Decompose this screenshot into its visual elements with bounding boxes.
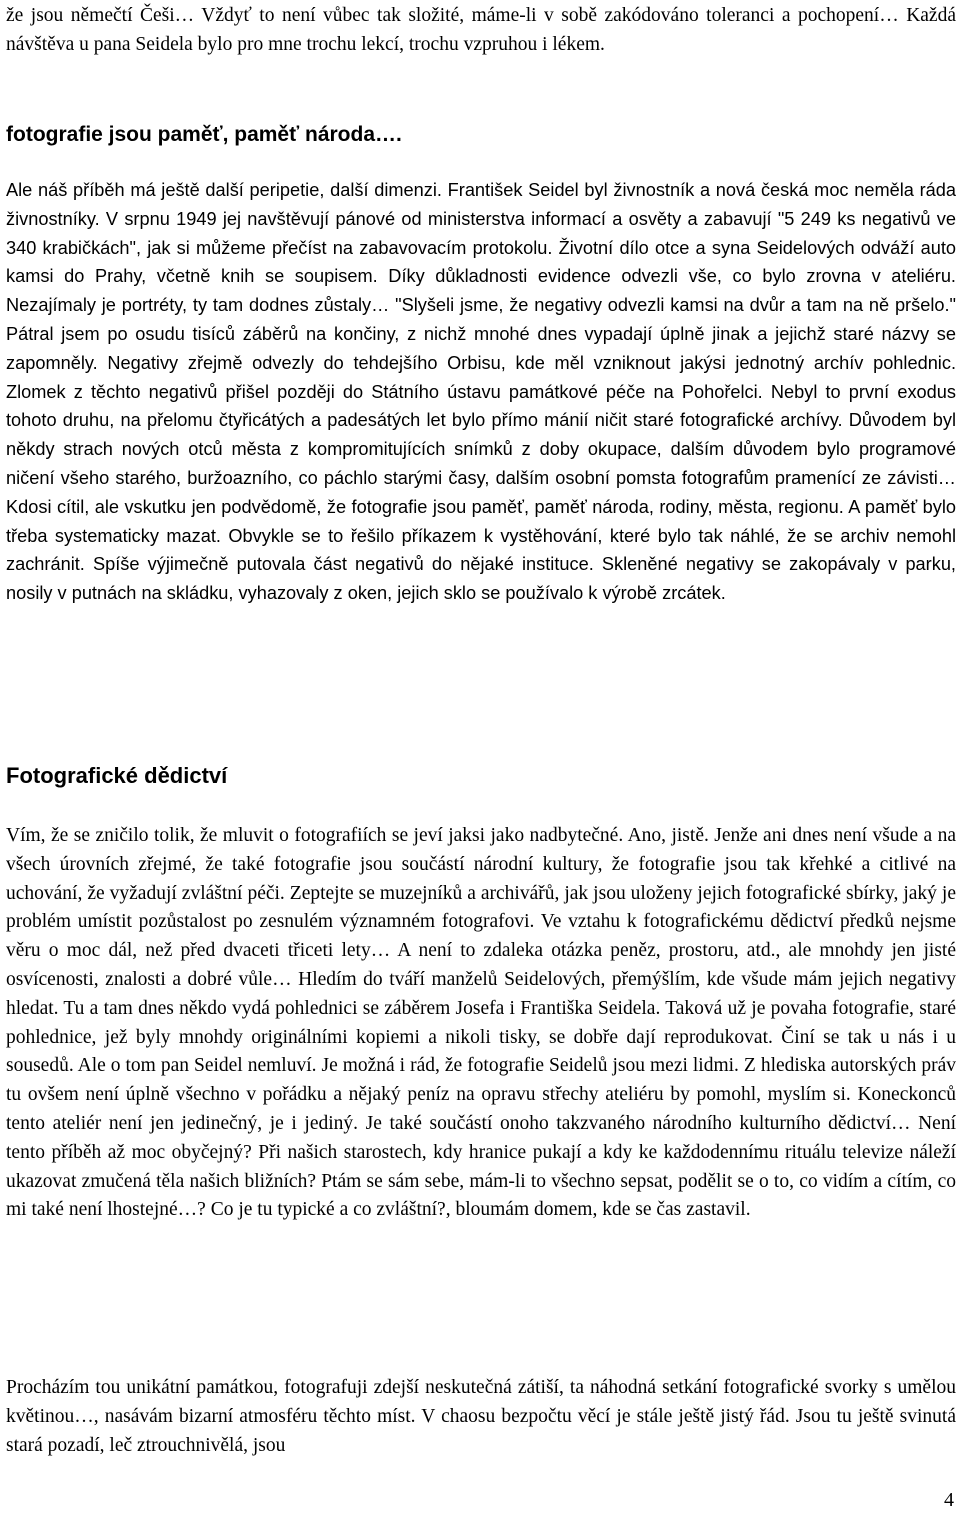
legacy-section-heading: Fotografické dědictví: [6, 763, 228, 788]
legacy-paragraph: Vím, že se zničilo tolik, že mluvit o fotografiích se jeví jaksi jako nadbytečné. Ano, jistě. Jenže ani dnes není všude a na všech úrovních zřejmé, že také fotografie jsou součástí národní kultury, že fotografie jsou tak křehké a citlivé na uchování, že vyžadují zvláštní péči. Zeptejte se muzejníků a archivářů, jak jsou uloženy jejich fotografické sbírky, jaký je problém umístit pozůstalost po zesnulém významném fotografovi. Ve vztahu k fotografickému dědictví předků nejsme věru o moc dál, než před dvaceti třiceti lety… A není to zdaleka otázka peněz, prostoru, atd., ale mnohdy jen jisté osvícenosti, znalosti a dobré vůle… Hledím do tváří manželů Seidelových, přemýšlím, kde všude mám jejich negativy hledat. Tu a tam dnes někdo vydá pohlednici se záběrem Josefa i Františka Seidela. Taková už je povaha fotografie, staré pohlednice, jež byly mnohdy originálními kopiemi a nikoli tisky, se dobře dají reprodukovat. Činí se tak u nás i u sousedů. Ale o tom pan Seidel nemluví. Je možná i rád, že fotografie Seidelů jsou mezi lidmi. Z hlediska autorských práv tu ovšem není úplně všechno v pořádku a nějaký peníz na opravu střechy ateliéru by pomohl, myslím si. Koneckonců tento ateliér není jen jedinečný, je i jediný. Je také součástí onoho takzvaného národního kulturního dědictví… Není tento příběh až moc obyčejný? Při našich starostech, kdy hranice pukají a kdy ke každodennímu rituálu televize náleží ukazovat zmučená těla našich bližních? Ptám se sám sebe, mám-li to všechno sepsat, podělit se o to, co vidím a cítím, co mi také není lhostejné…? Co je tu typické a co zvláštní?, bloumám domem, kde se čas zastavil.: [6, 825, 956, 1221]
history-paragraph: Ale náš příběh má ještě další peripetie, další dimenzi. František Seidel byl živnostník a nová česká moc neměla ráda živnostníky. V srpnu 1949 jej navštěvují pánové od ministerstva informací a osvěty a zabavují "5 249 ks negativů ve 340 krabičkách", jak si můžeme přečíst na zabavovacím protokolu. Životní dílo otce a syna Seidelových odváží auto kamsi do Prahy, včetně knih se soupisem. Díky důkladnosti evidence odvezli vše, co bylo zrovna v ateliéru. Nezajímaly je portréty, ty tam dodnes zůstaly… "Slyšeli jsme, že negativy odvezli kamsi na dvůr a tam na ně pršelo." Pátral jsem po osudu tisíců záběrů na končiny, z nichž mnohé dnes vypadají úplně jinak a jejichž staré názvy se zapomněly. Negativy zřejmě odvezly do tehdejšího Orbisu, kde měl vzniknout jakýsi jednotný archív pohlednic. Zlomek z těchto negativů přišel později do Státního ústavu památkové péče na Pohořelci. Nebyl to první exodus tohoto druhu, na přelomu čtyřicátých a padesátých let bylo přímo mánií ničit staré fotografické archívy. Důvodem byl někdy strach nových otců města z kompromitujících snímků z doby okupace, dalším důvodem bylo programové ničení všeho starého, buržoazního, co páchlo starými časy, dalším osobní pomsta fotografům pramenící ze závisti… Kdosi cítil, ale vskutku jen podvědomě, že fotografie jsou paměť, paměť národa, rodiny, města, regionu. A paměť bylo třeba systematicky mazat. Obvykle se to řešilo příkazem k vystěhování, které bylo tak náhlé, že se archiv nemohl zachránit. Spíše výjimečně putovala část negativů do nějaké instituce. Skleněné negativy se zakopávaly v parku, nosily v putnách na skládku, vyhazovaly z oken, jejich sklo se používalo k výrobě zrcátek.: [6, 180, 956, 604]
page-number: 4: [944, 1489, 954, 1511]
final-paragraph: Procházím tou unikátní památkou, fotografuji zdejší neskutečná zátiší, ta náhodná setkání fotografické svorky s umělou květinou…, nasávám bizarní atmosféru těchto míst. V chaosu bezpočtu věcí je stále ještě jistý řád. Jsou tu ještě svinutá stará pozadí, leč ztrouchnivělá, jsou: [6, 1377, 956, 1456]
intro-paragraph: že jsou němečtí Češi… Vždyť to není vůbec tak složité, máme-li v sobě zakódováno toleranci a pochopení… Každá návštěva u pana Seidela bylo pro mne trochu lekcí, trochu vzpruhou i lékem.: [6, 5, 956, 55]
memory-heading: fotografie jsou paměť, paměť národa….: [6, 123, 402, 146]
